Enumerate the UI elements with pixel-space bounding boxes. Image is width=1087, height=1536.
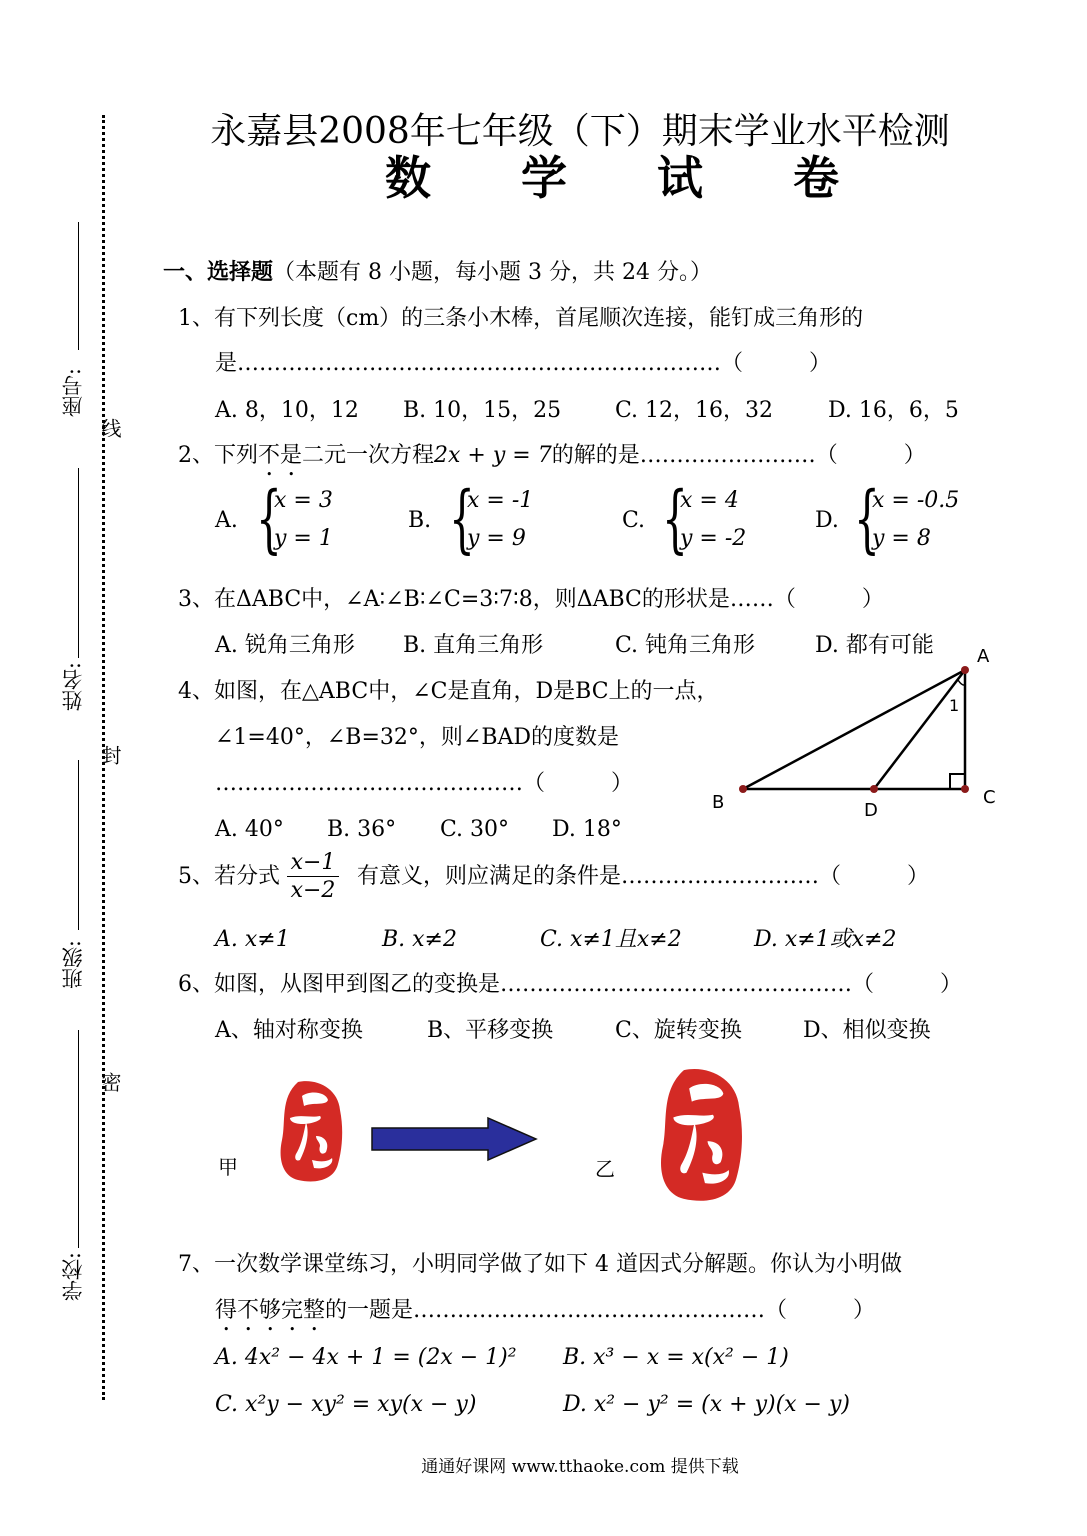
seal-yi-icon (655, 1062, 747, 1207)
point-b (739, 785, 747, 793)
name-line (78, 468, 79, 658)
q2-stem-post: 的解的是……………………（ ） (551, 443, 926, 468)
school-line (78, 1030, 79, 1248)
q2-option-d-y: y = 8 (872, 526, 931, 551)
q2-option-c-label: C. (622, 508, 646, 533)
q3-option-b: B. 直角三角形 (403, 633, 544, 658)
point-a (961, 666, 969, 674)
section-1-heading-rest: （本题有 8 小题，每小题 3 分，共 24 分。） (273, 260, 712, 285)
q4-stem-line3: ……………………………………（ ） (215, 771, 634, 796)
q6-stem: 6、如图，从图甲到图乙的变换是…………………………………………（ ） (178, 972, 962, 997)
side-ab (743, 670, 965, 789)
binding-word-secret: 密 (98, 1072, 122, 1092)
figure-label-jia: 甲 (218, 1155, 238, 1179)
seat-number-label: 座号: (61, 368, 85, 418)
q3-option-c: C. 钝角三角形 (615, 633, 756, 658)
q7-stem-line1: 7、一次数学课堂练习，小明同学做了如下 4 道因式分解题。你认为小明做 (178, 1252, 902, 1277)
segment-ad (874, 670, 965, 789)
q2-option-c-y: y = -2 (680, 526, 747, 551)
q2-stem-mid: 二元一次方程 (302, 443, 435, 468)
q5-option-d: D. x≠1或x≠2 (754, 927, 897, 952)
q7-option-a: A. 4x² − 4x + 1 = (2x − 1)² (215, 1345, 517, 1370)
q5-stem-pre: 5、若分式 (178, 864, 280, 889)
q5-fraction-denominator: x−2 (290, 878, 336, 903)
section-1-heading (163, 258, 712, 287)
q2-option-b-y: y = 9 (467, 526, 526, 551)
brace-symbol: { (449, 476, 475, 562)
seat-number-line (78, 222, 79, 350)
q7-stem-emphasis: 得不够完整 (215, 1298, 326, 1323)
q1-option-a: A. 8，10，12 (215, 398, 359, 423)
class-line (78, 760, 79, 930)
q5-option-b: B. x≠2 (382, 927, 457, 952)
footer-text: 通通好课网 www.tthaoke.com 提供下载 (421, 1457, 739, 1477)
q1-stem-line2: 是…………………………………………………………（ ） (215, 351, 832, 376)
q1-stem-line1: 1、有下列长度（cm）的三条小木棒，首尾顺次连接，能钉成三角形的 (178, 306, 864, 331)
q4-triangle-figure (700, 640, 1010, 830)
q2-option-a-y: y = 1 (274, 526, 333, 551)
q5-fraction-numerator: x−1 (287, 850, 339, 877)
q5-option-a: A. x≠1 (215, 927, 290, 952)
q2-option-a-label: A. (215, 508, 238, 533)
q3-stem: 3、在ΔABC中，∠A∶∠B∶∠C=3∶7∶8，则ΔABC的形状是……（ ） (178, 587, 884, 612)
section-1-heading-bold: 一、选择题 (163, 259, 274, 285)
name-label: 姓名: (61, 662, 85, 712)
label-angle-1: 1 (949, 696, 960, 715)
q4-stem-line1: 4、如图，在△ABC中，∠C是直角，D是BC上的一点， (178, 679, 719, 704)
school-label: 学校: (61, 1252, 85, 1302)
figure-label-yi: 乙 (595, 1157, 615, 1181)
q2-stem-emphasis: 不是 (258, 443, 303, 468)
point-c (961, 785, 969, 793)
q5-fraction (287, 850, 339, 905)
exam-title: 数学试卷 (385, 151, 929, 205)
q4-option-d: D. 18° (552, 817, 622, 842)
q2-option-d-label: D. (815, 508, 839, 533)
q4-option-a: A. 40° (215, 817, 284, 842)
q2-option-a-x: x = 3 (274, 488, 333, 513)
exam-header-line1: 永嘉县2008年七年级（下）期末学业水平检测 (210, 111, 950, 152)
q2-option-b-x: x = -1 (467, 488, 534, 513)
q6-option-b: B、平移变换 (427, 1018, 554, 1043)
q6-option-d: D、相似变换 (803, 1018, 931, 1043)
class-label: 班级: (61, 940, 85, 990)
q2-option-c-x: x = 4 (680, 488, 739, 513)
q2-option-b-label: B. (408, 508, 432, 533)
brace-symbol: { (256, 476, 282, 562)
q4-stem-line2: ∠1=40°，∠B=32°，则∠BAD的度数是 (215, 725, 620, 750)
q7-option-c: C. x²y − xy² = xy(x − y) (215, 1392, 477, 1417)
q2-equation: 2x + y = 7 (434, 443, 552, 468)
q3-option-a: A. 锐角三角形 (215, 633, 355, 658)
label-c: C (983, 787, 996, 808)
q7-option-b: B. x³ − x = x(x² − 1) (563, 1345, 789, 1370)
q5-stem-post: 有意义，则应满足的条件是………………………（ ） (357, 864, 930, 889)
q4-option-b: B. 36° (327, 817, 397, 842)
q4-option-c: C. 30° (440, 817, 510, 842)
point-d (870, 785, 878, 793)
q6-option-a: A、轴对称变换 (215, 1018, 363, 1043)
label-b: B (712, 792, 725, 813)
q1-option-d: D. 16，6，5 (828, 398, 959, 423)
q1-option-b: B. 10，15，25 (403, 398, 562, 423)
q5-option-c: C. x≠1且x≠2 (540, 927, 682, 952)
binding-word-seal: 封 (98, 745, 122, 765)
q6-option-c: C、旋转变换 (615, 1018, 742, 1043)
q7-stem-rest: 的一题是…………………………………………（ ） (325, 1298, 876, 1323)
label-d: D (864, 800, 878, 821)
seal-jia-icon (276, 1078, 346, 1184)
q2-option-d-x: x = -0.5 (872, 488, 960, 513)
q2-stem-pre: 2、下列 (178, 443, 258, 468)
label-a: A (977, 646, 990, 667)
q2-stem (178, 442, 926, 481)
brace-symbol: { (662, 476, 688, 562)
brace-symbol: { (854, 476, 880, 562)
q7-stem-line2 (215, 1297, 875, 1336)
arrow-icon (368, 1116, 540, 1162)
q7-option-d: D. x² − y² = (x + y)(x − y) (563, 1392, 850, 1417)
q3-option-d: D. 都有可能 (815, 633, 934, 658)
q1-option-c: C. 12，16，32 (615, 398, 774, 423)
binding-word-line: 线 (98, 418, 122, 438)
